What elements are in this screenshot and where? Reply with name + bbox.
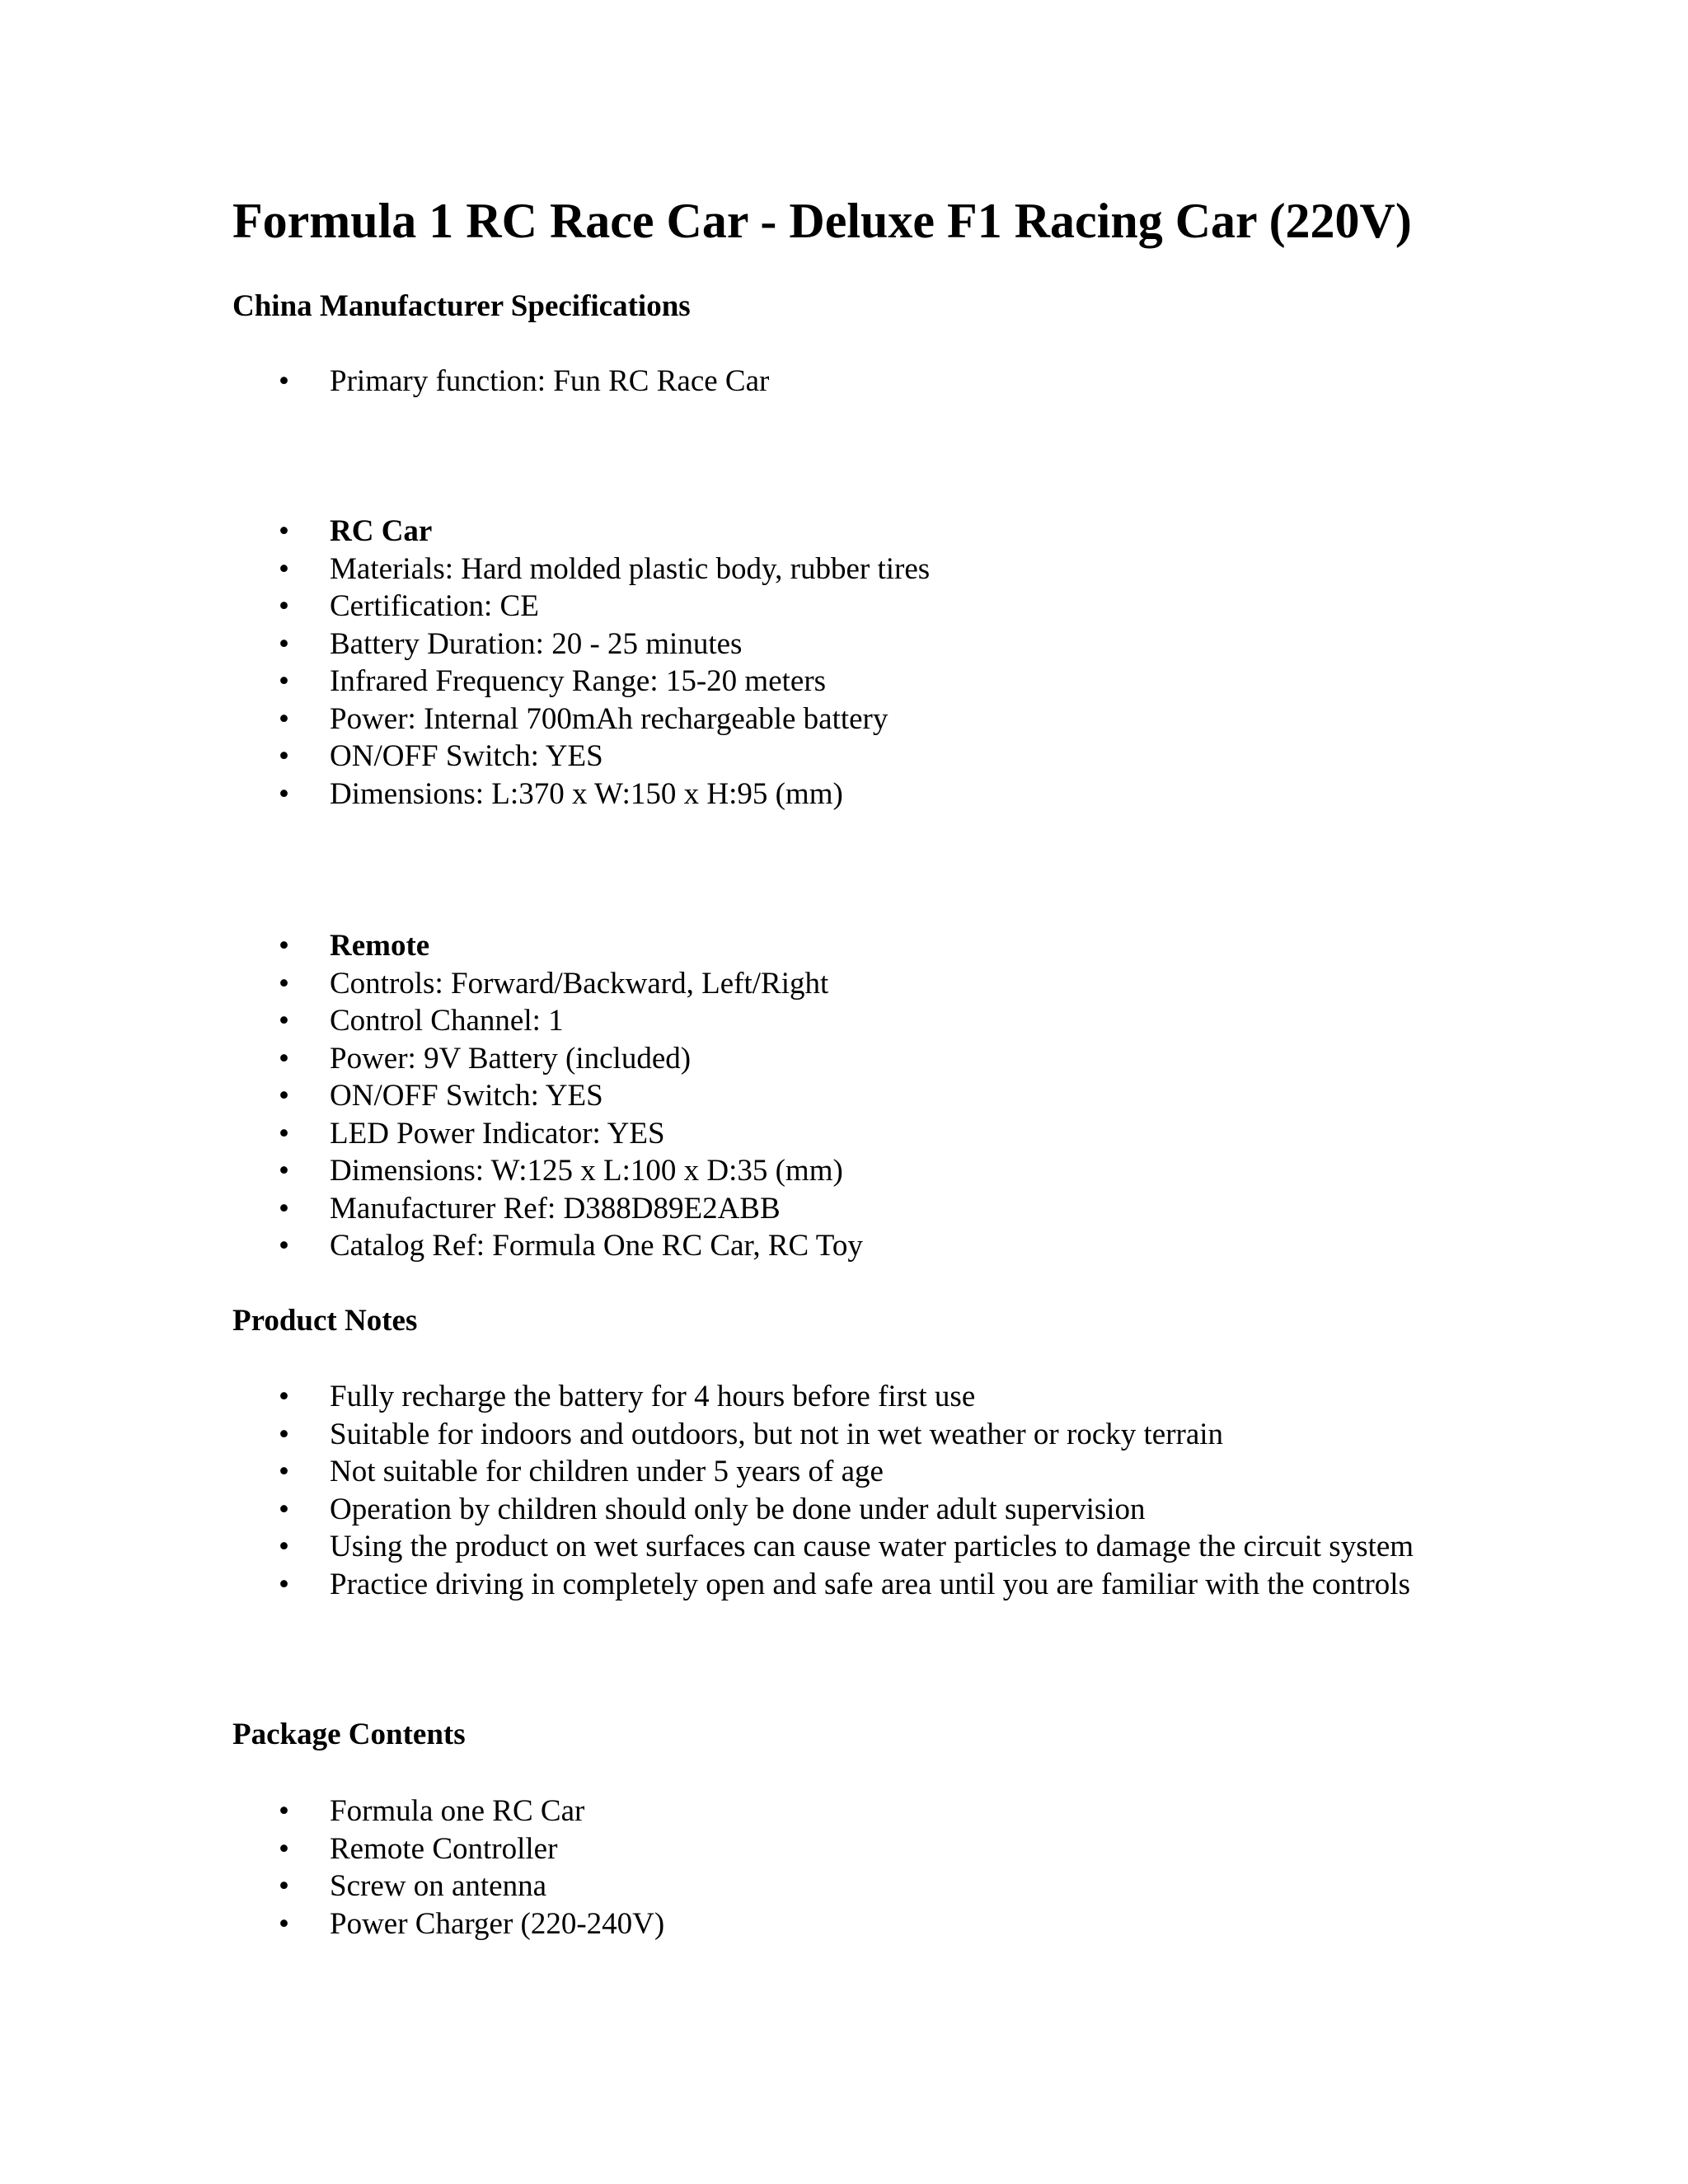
bullet-icon: • <box>279 551 289 586</box>
list-item: • Catalog Ref: Formula One RC Car, RC Toy <box>0 1227 863 1265</box>
list-item-rc-car-label: • RC Car <box>0 513 930 551</box>
bullet-icon: • <box>279 1154 289 1188</box>
bullet-icon: • <box>279 1831 289 1866</box>
bullet-icon: • <box>279 1116 289 1151</box>
rc-car-spec-list <box>0 513 930 813</box>
bullet-icon: • <box>279 701 289 736</box>
list-item: • Remote Controller <box>0 1830 664 1868</box>
bullet-icon: • <box>279 1530 289 1563</box>
bullet-icon: • <box>279 929 289 963</box>
bullet-icon: • <box>279 739 289 773</box>
bullet-icon: • <box>279 776 289 811</box>
bullet-icon: • <box>279 966 289 1001</box>
package-contents-list <box>0 1793 664 1943</box>
bullet-icon: • <box>279 664 289 698</box>
list-item: • Formula one RC Car <box>0 1793 664 1830</box>
list-item: • Control Channel: 1 <box>0 1002 863 1040</box>
bullet-icon: • <box>279 364 289 398</box>
bullet-icon: • <box>279 1417 289 1451</box>
list-item: • Power: Internal 700mAh rechargeable battery <box>0 701 930 738</box>
product-notes-list <box>0 1378 1434 1603</box>
list-item-remote-label: • Remote <box>0 927 863 965</box>
bullet-icon: • <box>279 1191 289 1226</box>
list-item: • Manufacturer Ref: D388D89E2ABB <box>0 1190 863 1228</box>
bullet-icon: • <box>279 589 289 623</box>
bullet-icon: • <box>279 626 289 661</box>
bullet-icon: • <box>279 1567 289 1601</box>
list-item: • Using the product on wet surfaces can cause water particles to damage the circuit system <box>0 1528 1434 1566</box>
list-item: • Suitable for indoors and outdoors, but not in wet weather or rocky terrain <box>0 1416 1434 1454</box>
bullet-icon: • <box>279 514 289 548</box>
list-item: • Controls: Forward/Backward, Left/Right <box>0 965 863 1003</box>
bullet-icon: • <box>279 1041 289 1076</box>
bullet-icon: • <box>279 1869 289 1903</box>
remote-spec-list <box>0 927 863 1265</box>
list-item: • Materials: Hard molded plastic body, rubber tires <box>0 551 930 588</box>
list-item: • Primary function: Fun RC Race Car <box>0 363 769 401</box>
list-item: • ON/OFF Switch: YES <box>0 1077 863 1115</box>
list-item: • Practice driving in completely open and safe area until you are familiar with the controls <box>0 1566 1434 1604</box>
page-title: Formula 1 RC Race Car - Deluxe F1 Racing Car (220V) <box>232 194 1412 248</box>
bullet-icon: • <box>279 1906 289 1941</box>
list-item: • Certification: CE <box>0 588 930 626</box>
list-item: • ON/OFF Switch: YES <box>0 738 930 776</box>
list-item: • Not suitable for children under 5 years of age <box>0 1453 1434 1491</box>
bullet-icon: • <box>279 1229 289 1263</box>
bullet-icon: • <box>279 1794 289 1828</box>
primary-function-list <box>0 363 769 401</box>
list-item: • Power Charger (220-240V) <box>0 1905 664 1943</box>
list-item: • Screw on antenna <box>0 1868 664 1905</box>
package-contents-heading: Package Contents <box>232 1718 466 1751</box>
list-item: • LED Power Indicator: YES <box>0 1115 863 1153</box>
bullet-icon: • <box>279 1079 289 1113</box>
list-item: • Dimensions: L:370 x W:150 x H:95 (mm) <box>0 776 930 813</box>
list-item: • Battery Duration: 20 - 25 minutes <box>0 626 930 663</box>
list-item: • Fully recharge the battery for 4 hours before first use <box>0 1378 1434 1416</box>
bullet-icon: • <box>279 1380 289 1413</box>
bullet-icon: • <box>279 1492 289 1526</box>
specs-heading: China Manufacturer Specifications <box>232 289 691 323</box>
list-item: • Operation by children should only be done under adult supervision <box>0 1491 1434 1529</box>
list-item: • Dimensions: W:125 x L:100 x D:35 (mm) <box>0 1152 863 1190</box>
bullet-icon: • <box>279 1004 289 1038</box>
product-notes-heading: Product Notes <box>232 1304 418 1338</box>
list-item: • Power: 9V Battery (included) <box>0 1040 863 1078</box>
bullet-icon: • <box>279 1455 289 1488</box>
list-item: • Infrared Frequency Range: 15-20 meters <box>0 663 930 701</box>
